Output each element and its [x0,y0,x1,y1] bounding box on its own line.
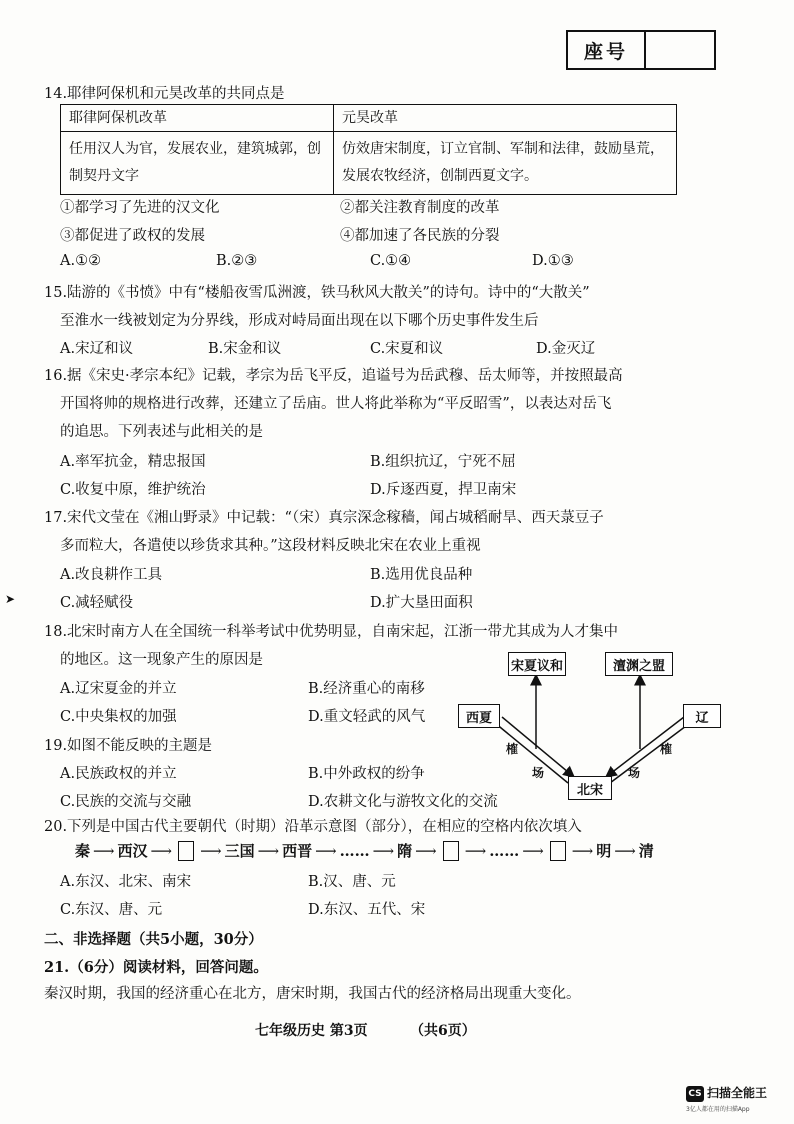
question-21-material: 秦汉时期，我国的经济重心在北方，唐宋时期，我国古代的经济格局出现重大变化。 [44,986,581,1002]
question-20-stem: 20.下列是中国古代主要朝代（时期）沿革示意图（部分），在相应的空格内依次填入 [44,819,582,835]
arrow-right-icon: ⟶ [522,841,544,860]
timeline-xijin: 西晋 [282,842,313,860]
question-17-line-2: 多而粒大，各遣使以珍货求其种。”这段材料反映北宋在农业上重视 [60,538,481,554]
timeline-blank-3[interactable] [550,841,566,861]
q15-option-a[interactable]: A.宋辽和议 [60,341,134,357]
timeline-ellipsis-2: …… [489,841,520,860]
q15-option-c[interactable]: C.宋夏和议 [370,341,444,357]
question-18-line-2: 的地区。这一现象产生的原因是 [60,652,263,668]
arrow-right-icon: ⟶ [257,841,280,860]
question-15-line-2: 至淮水一线被划定为分界线，形成对峙局面出现在以下哪个历史事件发生后 [60,313,539,329]
q18-option-c[interactable]: C.中央集权的加强 [60,709,177,725]
arrow-right-icon: ⟶ [464,841,487,860]
camscanner-logo-icon: CS [686,1086,704,1102]
right-label-chang: 场 [628,766,641,780]
timeline-xihan: 西汉 [117,842,148,860]
timeline-ming: 明 [596,842,612,860]
q20-option-a[interactable]: A.东汉、北宋、南宋 [60,874,192,890]
camscanner-name: 扫描全能王 [707,1086,768,1100]
question-16-line-3: 的追思。下列表述与此相关的是 [60,424,263,440]
arrow-right-icon: ⟶ [614,841,636,860]
q16-option-c[interactable]: C.收复中原，维护统治 [60,482,206,498]
q15-option-d[interactable]: D.金灭辽 [536,341,596,357]
left-label-que: 榷 [506,742,519,756]
q18-option-b[interactable]: B.经济重心的南移 [308,681,425,697]
q20-option-c[interactable]: C.东汉、唐、元 [60,902,163,918]
table-cell-abaoji: 任用汉人为官，发展农业，建筑城郭，创制契丹文字 [61,132,334,195]
connector-line [610,723,690,783]
q14-option-d[interactable]: D.①③ [532,253,574,269]
arrow-right-icon: ⟶ [571,841,594,860]
q20-option-b[interactable]: B.汉、唐、元 [308,874,396,890]
q19-option-c[interactable]: C.民族的交流与交融 [60,794,192,810]
q17-option-a[interactable]: A.改良耕作工具 [60,567,163,583]
q14-statement-1: ①都学习了先进的汉文化 [60,200,220,216]
question-18-line-1: 18.北宋时南方人在全国统一科举考试中优势明显，自南宋起，江浙一带尤其成为人才集中 [44,624,619,640]
question-16-line-2: 开国将帅的规格进行改葬，还建立了岳庙。世人将此举称为“平反昭雪”，以表达对岳飞 [60,396,612,412]
margin-arrow-icon: ➤ [5,592,16,606]
question-15-line-1: 15.陆游的《书愤》中有“楼船夜雪瓜洲渡，铁马秋风大散关”的诗句。诗中的“大散关” [44,285,590,301]
box-liao: 辽 [683,704,721,728]
page-footer-total: （共6页） [410,1023,476,1039]
q17-option-b[interactable]: B.选用优良品种 [370,567,473,583]
q17-option-c[interactable]: C.减轻赋役 [60,595,134,611]
q14-statement-3: ③都促进了政权的发展 [60,228,205,244]
timeline-qing: 清 [638,842,654,860]
arrow-right-icon: ⟶ [372,841,395,860]
q20-option-d[interactable]: D.东汉、五代、宋 [308,902,426,918]
q18-option-a[interactable]: A.辽宋夏金的并立 [60,681,177,697]
question-21-stem: 21.（6分）阅读材料，回答问题。 [44,959,268,976]
timeline-sui: 隋 [397,842,413,860]
table-header-yuanhao: 元昊改革 [334,105,677,132]
timeline-blank-1[interactable] [178,841,194,861]
camscanner-slogan: 3亿人都在用的扫描App [686,1106,750,1113]
box-chanyuan-treaty: 澶渊之盟 [605,652,673,676]
q14-comparison-table [60,104,677,195]
arrow-right-icon: ⟶ [93,841,115,860]
q14-option-b[interactable]: B.②③ [216,253,258,269]
question-17-line-1: 17.宋代文莹在《湘山野录》中记载：“（宋）真宗深念稼穑，闻占城稻耐旱、西天菉豆子 [44,510,604,526]
right-label-que: 榷 [660,742,673,756]
timeline-ellipsis-1: …… [339,841,370,860]
q14-statement-2: ②都关注教育制度的改革 [340,200,500,216]
section-2-title: 二、非选择题（共5小题，30分） [44,931,263,948]
question-14-stem: 14.耶律阿保机和元昊改革的共同点是 [44,86,285,102]
left-label-chang: 场 [532,766,545,780]
q19-option-a[interactable]: A.民族政权的并立 [60,766,177,782]
question-19-stem: 19.如图不能反映的主题是 [44,738,213,754]
q16-option-a[interactable]: A.率军抗金，精忠报国 [60,454,206,470]
timeline-sanguo: 三国 [224,842,255,860]
q16-option-d[interactable]: D.斥逐西夏，捍卫南宋 [370,482,517,498]
question-16-line-1: 16.据《宋史·孝宗本纪》记载，孝宗为岳飞平反，追谥号为岳武穆、岳太师等，并按照最高 [44,368,623,384]
seat-number-value [646,32,714,68]
seat-number-box [566,30,716,70]
q16-option-b[interactable]: B.组织抗辽，宁死不屈 [370,454,516,470]
q17-option-d[interactable]: D.扩大垦田面积 [370,595,473,611]
box-xixia: 西夏 [458,704,500,728]
timeline-blank-2[interactable] [443,841,459,861]
q19-option-d[interactable]: D.农耕文化与游牧文化的交流 [308,794,498,810]
q18-option-d[interactable]: D.重文轻武的风气 [308,709,426,725]
q14-option-c[interactable]: C.①④ [370,253,412,269]
q14-option-a[interactable]: A.①② [60,253,102,269]
arrow-right-icon: ⟶ [200,841,222,860]
timeline-qin: 秦 [75,842,91,860]
connector-line [606,717,684,777]
arrow-right-icon: ⟶ [150,841,173,860]
arrow-right-icon: ⟶ [315,841,337,860]
seat-number-label: 座号 [568,32,646,68]
arrow-right-icon: ⟶ [415,841,437,860]
q15-option-b[interactable]: B.宋金和议 [208,341,282,357]
table-cell-yuanhao: 仿效唐宋制度，订立官制、军制和法律，鼓励垦荒，发展农牧经济，创制西夏文字。 [334,132,677,195]
table-header-abaoji: 耶律阿保机改革 [61,105,334,132]
box-song-xia-peace: 宋夏议和 [508,652,566,676]
box-beisong: 北宋 [568,776,612,800]
q14-statement-4: ④都加速了各民族的分裂 [340,228,500,244]
dynasty-timeline [75,840,654,861]
page-footer: 七年级历史 第3页 [255,1023,368,1039]
q19-option-b[interactable]: B.中外政权的纷争 [308,766,425,782]
